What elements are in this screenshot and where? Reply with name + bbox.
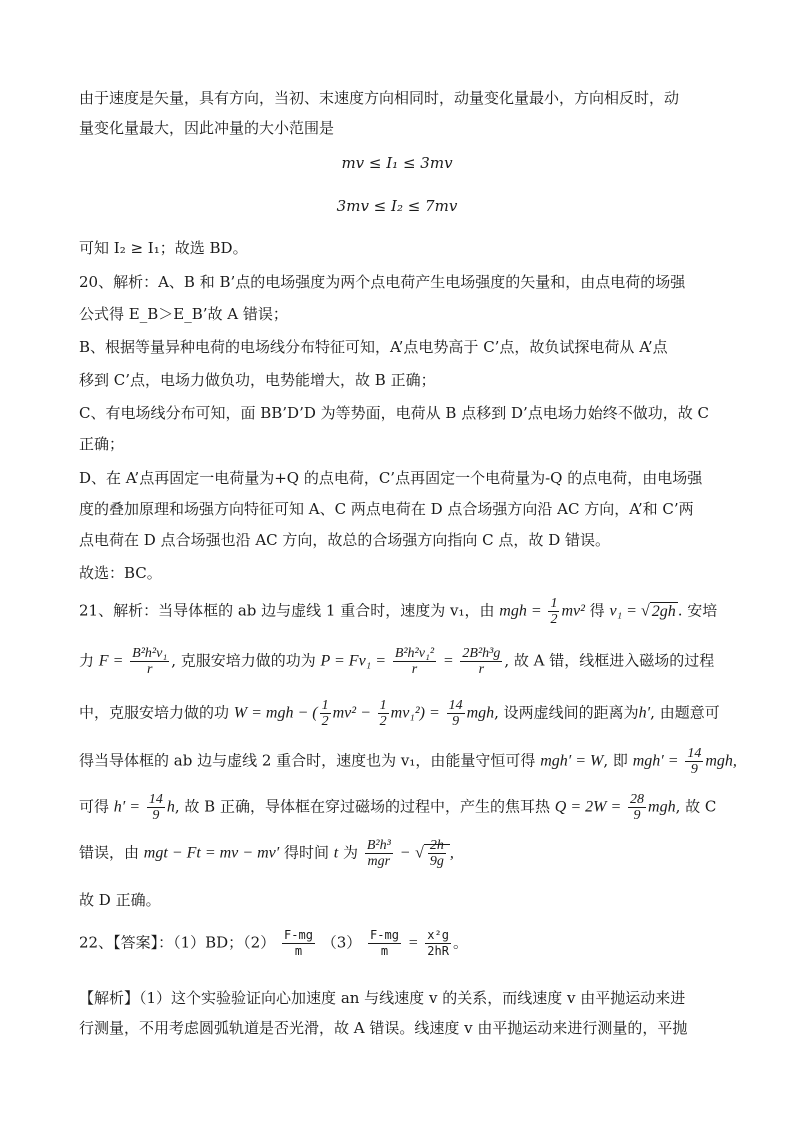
formula: h <box>166 798 175 816</box>
fraction: $\frac{\text{B²h²v₁²}}{r}$ <box>394 646 435 677</box>
q20-line: 度的叠加原理和场强方向特征可知 A、C 两点电荷在 D 点合场强方向沿 AC 方向，A’和 C’两 <box>79 500 694 518</box>
fraction: $\frac{2h}{9g}$ <box>429 838 444 870</box>
formula: mgh = <box>499 602 542 620</box>
text-line: 可知 I₂ ≥ I₁；故选 BD。 <box>79 239 248 257</box>
q20-line: 正确； <box>79 435 125 453</box>
q20-line: 移到 C’点，电场力做负功，电势能增大，故 B 正确； <box>79 371 436 389</box>
formula: mv² <box>561 602 585 620</box>
text: 。 <box>452 933 468 952</box>
q20-line: B、根据等量异种电荷的电场线分布特征可知，A’点电势高于 C’点，故负试探电荷从 A’点 <box>79 338 668 356</box>
text: 为 <box>343 843 359 862</box>
q20-line: D、在 A’点再固定一电荷量为+Q 的点电荷，C’点再固定一个电荷量为-Q 的点电荷，由电场强 <box>79 469 703 487</box>
formula: , <box>732 752 737 770</box>
equation-2: 3mv ≤ I₂ ≤ 7mv <box>336 197 458 215</box>
q20-line: 公式得 E_B＞E_B’故 A 错误； <box>79 305 288 323</box>
text: , 由题意可 <box>650 703 720 722</box>
text: 22、【答案】：（1）BD；（2） <box>79 933 276 952</box>
fraction: $\frac{14}{9}$ <box>148 792 163 823</box>
formula: = <box>407 934 419 952</box>
formula: mv² − <box>332 704 371 722</box>
formula: mgt − Ft = mv − mv′ <box>143 844 280 862</box>
text: 得时间 <box>284 843 330 862</box>
text: , 故 A 错，线框进入磁场的过程 <box>504 651 715 670</box>
equation-1: mv ≤ I₁ ≤ 3mv <box>341 154 453 172</box>
formula: h′ = <box>113 798 141 816</box>
q21-line-2 <box>79 646 714 677</box>
fraction: $\frac{1}{2}$ <box>550 596 558 627</box>
q20-line: 故选：BC。 <box>79 564 162 582</box>
formula: v₁ = <box>609 602 641 620</box>
text: , 故 C <box>675 797 717 816</box>
text: 力 <box>79 651 95 670</box>
formula: mgh <box>648 798 676 816</box>
q20-line: 20、解析：A、B 和 B’点的电场强度为两个点电荷产生电场强度的矢量和，由点电荷的场强 <box>79 273 686 291</box>
formula: h′ <box>638 704 651 722</box>
text-line: 量变化量最大，因此冲量的大小范围是 <box>79 119 335 137</box>
fraction: $\frac{1}{2}$ <box>321 698 329 729</box>
fraction: $\frac{\text{B²h³}}{\text{mgr}}$ <box>366 838 391 869</box>
fraction: $\frac{\text{2B²h³g}}{r}$ <box>462 646 501 677</box>
text: 得 <box>589 601 605 620</box>
fraction: $\frac{\text{B²h²v₁}}{r}$ <box>132 646 168 677</box>
fraction: $\frac{14}{9}$ <box>687 746 702 777</box>
text: 得当导体框的 ab 边与虚线 2 重合时，速度也为 v₁，由能量守恒可得 <box>79 751 536 770</box>
text: （3） <box>321 933 362 952</box>
formula: P = Fv₁ = <box>320 652 387 670</box>
text: 21、解析：当导体框的 ab 边与虚线 1 重合时，速度为 v₁，由 <box>79 601 495 620</box>
text: , 设两虚线间的距离为 <box>494 703 639 722</box>
formula: W = mgh − ( <box>233 704 318 722</box>
q21-line-7: 故 D 正确。 <box>79 891 161 909</box>
q20-line: C、有电场线分布可知，面 BB’D’D 为等势面，电荷从 B 点移到 D’点电场力始终不做功，故 C <box>79 404 710 422</box>
fraction: $\frac{28}{9}$ <box>630 792 645 823</box>
q21-line-4 <box>79 746 737 777</box>
formula: t <box>333 844 339 862</box>
sqrt: √ $\frac{2h}{9g}$ <box>415 844 450 862</box>
q21-line-5 <box>79 792 716 823</box>
formula: mgh <box>705 752 733 770</box>
q21-line-6 <box>79 838 454 869</box>
text: 可得 <box>79 797 110 816</box>
formula: mgh′ = <box>632 752 679 770</box>
formula: mgh <box>466 704 495 722</box>
formula: mgh′ = W <box>540 752 604 770</box>
text: . 安培 <box>677 601 718 620</box>
text: , 克服安培力做的功为 <box>171 651 316 670</box>
q22-line: 行测量，不用考虑圆弧轨道是否光滑，故 A 错误。线速度 v 由平抛运动来进行测量的，平抛 <box>79 1019 688 1037</box>
fraction: $\frac{14}{9}$ <box>448 698 463 729</box>
fraction: $\frac{1}{2}$ <box>379 698 387 729</box>
q22-line: 【解析】（1）这个实验验证向心加速度 an 与线速度 v 的关系，而线速度 v 由平抛运动来进 <box>79 989 686 1007</box>
formula: − <box>399 844 411 862</box>
q21-line-1 <box>79 596 717 627</box>
formula: Q = 2W = <box>554 798 622 816</box>
fraction: $\frac{F-mg}{m}$ <box>284 928 313 958</box>
text-line: 由于速度是矢量，具有方向，当初、末速度方向相同时，动量变化量最小，方向相反时，动 <box>79 89 680 107</box>
formula: mv₁²) = <box>390 704 440 722</box>
text: 错误，由 <box>79 843 140 862</box>
q20-line: 点电荷在 D 点合场强也沿 AC 方向，故总的合场强方向指向 C 点，故 D 错误。 <box>79 531 610 549</box>
formula: = <box>442 652 454 670</box>
text: 中，克服安培力做的功 <box>79 703 230 722</box>
formula: , <box>449 844 454 862</box>
sqrt: √ 2gh <box>640 602 676 620</box>
formula: F = <box>98 652 124 670</box>
fraction: $\frac{F-mg}{m}$ <box>370 928 399 958</box>
fraction: $\frac{\text{x²g}}{2hR}$ <box>427 928 449 958</box>
q22-answer <box>79 928 468 959</box>
text: , 即 <box>603 751 628 770</box>
q21-line-3 <box>79 698 720 729</box>
text: , 故 B 正确，导体框在穿过磁场的过程中，产生的焦耳热 <box>174 797 550 816</box>
